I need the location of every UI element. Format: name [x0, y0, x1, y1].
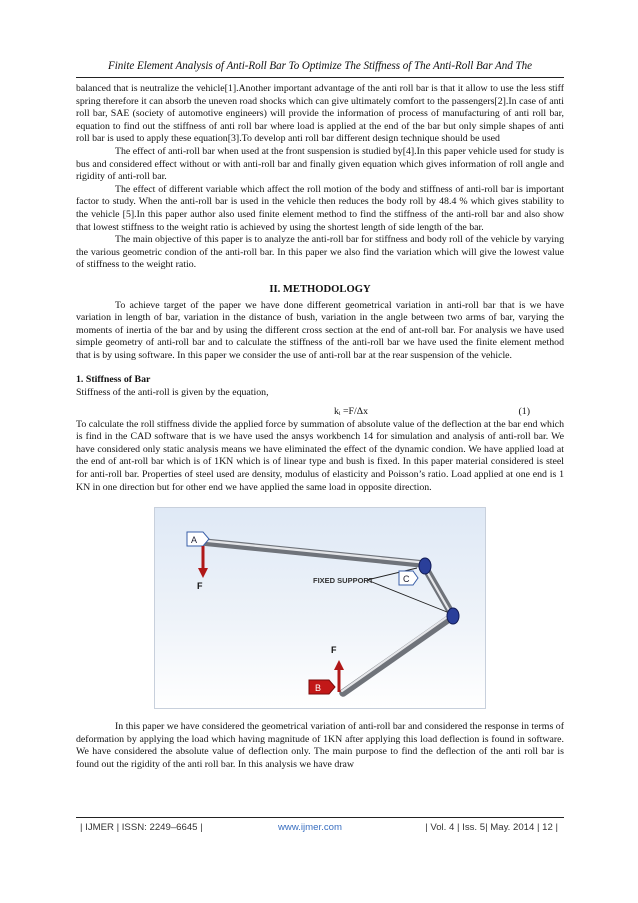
closing-paragraph: In this paper we have considered the geometrical variation of anti-roll bar and considered the response in terms of deformation by applying the load which having magnitude of 1KN after applying this load deflection is found in software. We have considered the absolute value of deflection only. The main purpose to find the deflection of the anti roll bar is found out the rigidity of the anti roll bar. In this analysis we have draw [76, 721, 564, 770]
footer-issue-info: | Vol. 4 | Iss. 5| May. 2014 | 12 | [425, 822, 558, 833]
intro-paragraph-1: balanced that is neutralize the vehicle[1].Another important advantage of the anti roll bar is that it allow to use the less stiff spring therefore it can absorb the uneven road shocks which can give ultimately comfort to the passengers[2].In case of anti roll bar, SAE (society of automotive engineers) will provide the information of process of manufacturing of anti roll bar, equation to find out the stiffness of anti roll bar where load is applied at the end of the bar but only simple shapes of anti roll bar is used to apply these equation[3].To develop anti roll bar different design technique should be used [76, 83, 564, 145]
label-c: C [403, 574, 410, 585]
footer-rule [76, 817, 564, 818]
force-arrow-a-head [198, 568, 208, 578]
intro-paragraph-3: The effect of different variable which affect the roll motion of the body and stiffness of anti-roll bar is important factor to study. When the anti-roll bar is used in the vehicle then reduces the body roll by 48.4 % which gives stability to the vehicle [5].In this paper author also used finite element method to find the stiffness of the anti-roll bar and also show that lowest stiffness to the weight ratio is achieved by using the shortest length of side length of the bar. [76, 183, 564, 233]
running-header: Finite Element Analysis of Anti-Roll Bar To Optimize The Stiffness of The Anti-Roll Bar And The [108, 60, 532, 72]
stiffness-intro: Stiffness of the anti-roll is given by the equation, [76, 387, 269, 399]
equation-number: (1) [518, 405, 530, 417]
force-arrow-b-head [334, 660, 344, 670]
methodology-paragraph: To achieve target of the paper we have done different geometrical variation in anti-roll bar that is we have variation in length of bar, variation in the distance of bush, variation in the angle between two arms of bar, varying the moments of inertia of the bar and by using the different cross section at the end of ant-roll bar. For analysis we have used simple geometry of anti-roll bar and to calculate the stiffness of the anti-roll bar we have used the finite element method that is by using software. In this paper we consider the use of anti-roll bar at the rear suspension of the vehicle. [76, 299, 564, 361]
equation-block [76, 406, 564, 419]
label-box-b [309, 680, 335, 694]
label-a: A [191, 535, 198, 546]
lower-arm-highlight [342, 614, 452, 691]
force-label-top: F [197, 581, 203, 592]
article-body [76, 83, 564, 772]
footer-website-link[interactable]: www.ijmer.com [278, 822, 342, 833]
bush-lower [447, 608, 459, 624]
subsection-title-stiffness: 1. Stiffness of Bar [76, 374, 151, 386]
anti-roll-bar-diagram [155, 508, 485, 708]
upper-arm [203, 542, 423, 564]
stiffness-equation: kᵢ =F/Δx [334, 405, 369, 417]
header-rule [76, 77, 564, 78]
intro-paragraph-2: The effect of anti-roll bar when used at the front suspension is studied by[4].In this paper vehicle used for study is bus and considered effect without or with anti-roll bar and finally given equation which gives information of roll angle and rigidity of anti-roll bar. [76, 145, 564, 183]
fixed-support-label: FIXED SUPPORT [313, 576, 374, 586]
label-b: B [315, 683, 322, 694]
upper-arm-highlight [203, 541, 423, 563]
bush-upper [419, 558, 431, 574]
footer-journal-info: | IJMER | ISSN: 2249–6645 | [80, 822, 203, 833]
page-footer [76, 822, 564, 836]
anti-roll-bar-figure [154, 507, 486, 709]
section-title-methodology: II. METHODOLOGY [269, 283, 371, 295]
intro-paragraph-4: The main objective of this paper is to analyze the anti-roll bar for stiffness and body roll of the vehicle by varying the various geometric condion of the anti-roll bar. In this paper we also find the variation which will give the lowest value of stiffness to the weight ratio. [76, 234, 564, 271]
force-label-bottom: F [331, 645, 337, 656]
lower-arm [343, 616, 453, 693]
stiffness-paragraph: To calculate the roll stiffness divide the applied force by summation of absolute value of the deflection at the bar end which is find in the CAD software that is we have used the ansys workbench 14 for simulation and analysis of anti-roll bar. We have considered only static analysis means we have eliminated the effect of the dynamic condion. We have applied load at the end of ant-roll bar which is of 1KN which is of linear type and bush is fixed. In this paper material considered is steel for anti-roll bar. Properties of steel used are density, modulus of elasticity and Poisson’s ratio. Load applied at one end is 1 KN in one direction but for other end we have applied the same load in opposite direction. [76, 418, 564, 493]
